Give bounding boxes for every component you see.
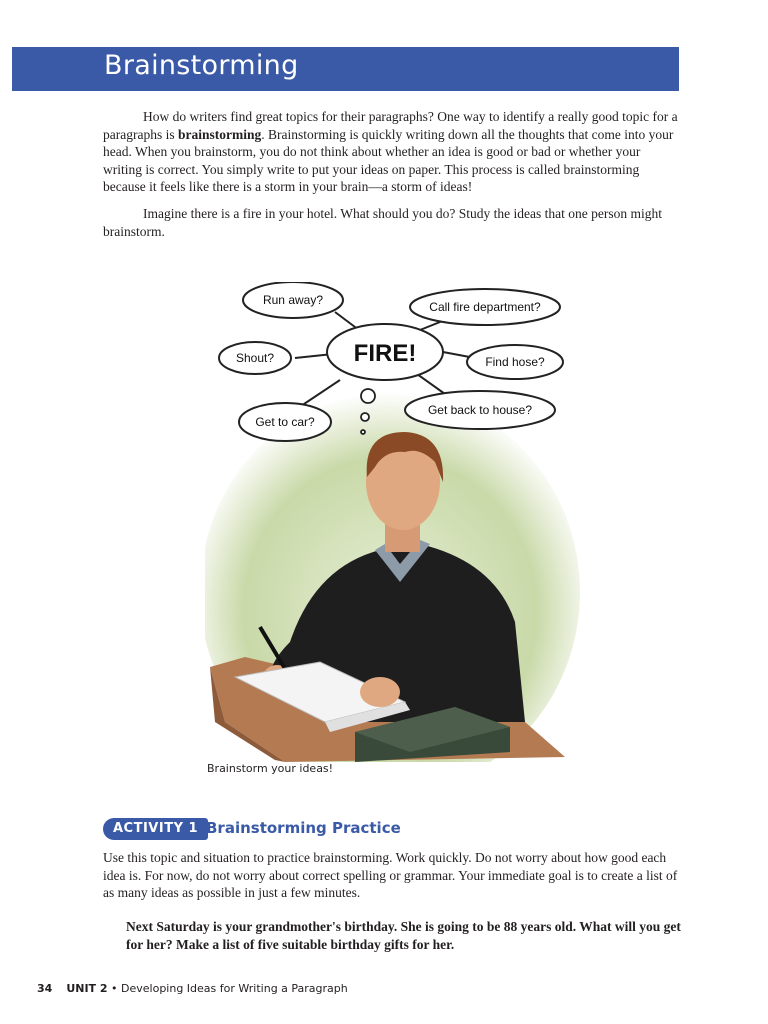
page-title: Brainstorming [104,50,299,81]
intro-p1-rest: . Brainstorming is quickly writing down all the thoughts that come into your head. When you brainstorm, you do not think about whether an idea is good or bad or whether your writing is correct. You simply write to put your ideas on paper. This process is called brainstorming because it feels like there is a storm in your brain—a storm of ideas! [103,126,674,194]
activity-badge: ACTIVITY 1 [103,818,208,840]
idea-run-away: Run away? [262,293,324,307]
footer-unit: UNIT 2 [66,982,108,995]
intro-paragraph-1 [103,108,681,196]
idea-shout: Shout? [235,351,275,365]
idea-call-fire: Call fire department? [429,300,541,314]
thought-dot-medium [361,413,369,421]
center-idea-fire: FIRE! [353,340,417,367]
intro-p1-text: How do writers find great topics for their paragraphs? One way to identify a really good topic for a paragraphs is [103,109,678,142]
page-footer [37,982,348,995]
idea-find-hose: Find hose? [485,355,545,369]
page-number: 34 [37,982,53,995]
activity-instructions: Use this topic and situation to practice brainstorming. Work quickly. Do not worry about how good each idea is. For now, do not worry about correct spelling or grammar. Your immediate goal is to create a list of as many ideas as possible in just a few minutes. [103,850,678,900]
brainstorm-illustration [205,282,585,762]
intro-p2-text: Imagine there is a fire in your hotel. What should you do? Study the ideas that one person might brainstorm. [103,206,663,239]
illustration-caption: Brainstorm your ideas! [207,762,334,775]
activity-title: Brainstorming Practice [206,819,401,837]
thought-dot-small [361,430,365,434]
brainstorming-term: brainstorming [177,126,262,142]
intro-paragraph-2 [103,205,681,240]
footer-title: Developing Ideas for Writing a Paragraph [121,982,348,995]
activity-prompt: Next Saturday is your grandmother's birthday. She is going to be 88 years old. What will you get for her? Make a list of five suitable birthday gifts for her. [126,919,681,952]
footer-separator: • [107,982,122,995]
idea-get-back: Get back to house? [427,403,533,417]
thought-dot-large [361,389,375,403]
idea-get-to-car: Get to car? [255,415,315,429]
